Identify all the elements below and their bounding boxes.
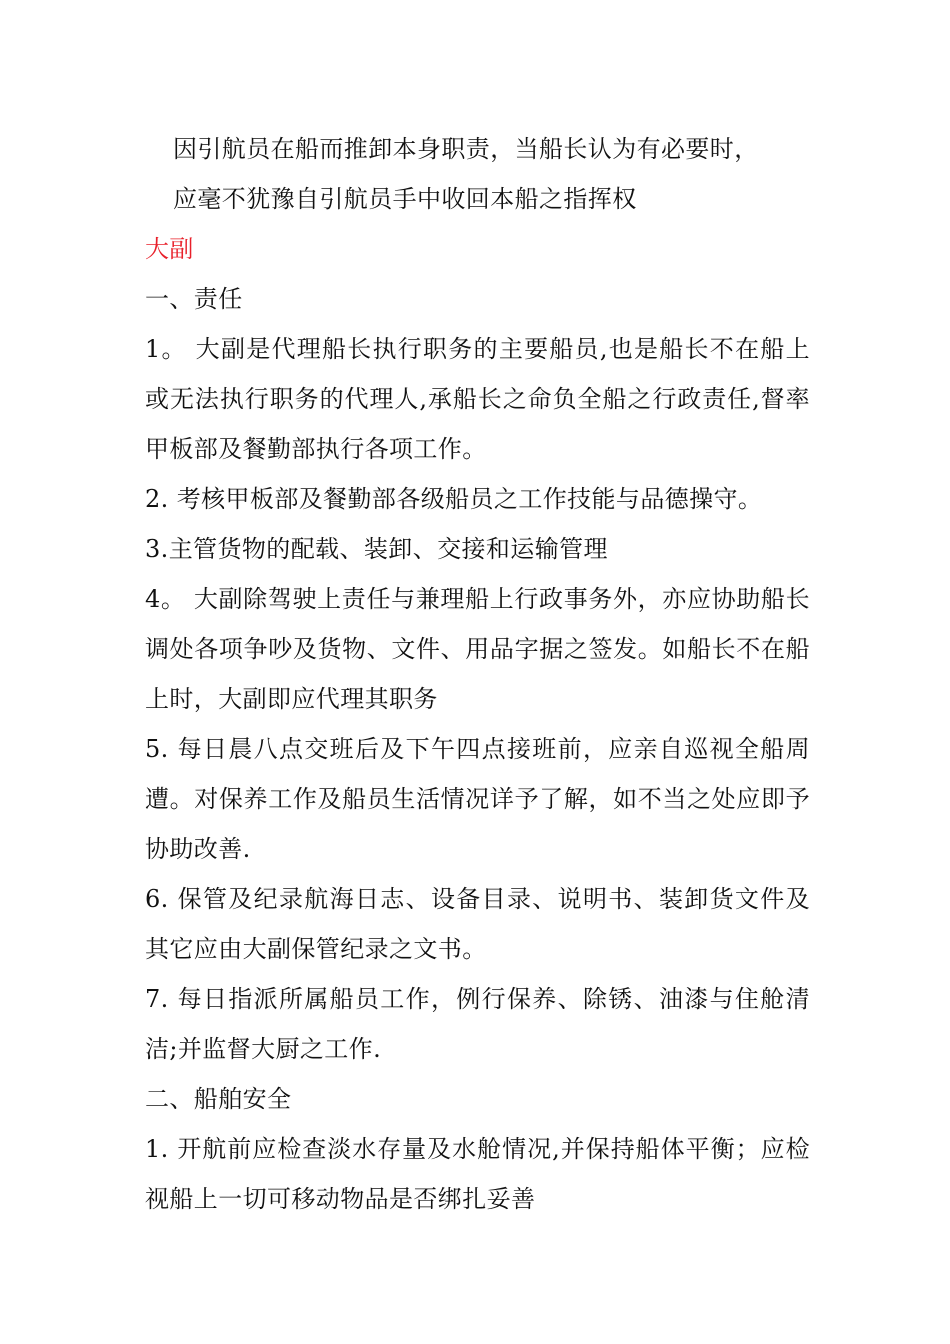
list-item-2: 2. 考核甲板部及餐勤部各级船员之工作技能与品德操守。 xyxy=(145,485,763,513)
list-item-5: 5. 每日晨八点交班后及下午四点接班前，应亲自巡视全船周遭。对保养工作及船员生活情况详予了解，如不当之处应即予协助改善. xyxy=(145,735,810,863)
heading-ship-safety: 二、船舶安全 xyxy=(145,1085,292,1113)
document-body xyxy=(145,124,810,1224)
safety-item-1: 1. 开航前应检查淡水存量及水舱情况,并保持船体平衡；应检视船上一切可移动物品是否绑扎妥善 xyxy=(145,1135,810,1213)
list-item-6: 6. 保管及纪录航海日志、设备目录、说明书、装卸货文件及其它应由大副保管纪录之文书。 xyxy=(145,885,810,963)
list-item-7: 7. 每日指派所属船员工作，例行保养、除锈、油漆与住舱清洁;并监督大厨之工作. xyxy=(145,985,810,1063)
heading-responsibility: 一、责任 xyxy=(145,285,243,313)
list-item-3: 3.主管货物的配载、装卸、交接和运输管理 xyxy=(145,535,608,563)
section-title-chief-officer: 大副 xyxy=(145,235,194,263)
paragraph-pilot-responsibility: 因引航员在船而推卸本身职责，当船长认为有必要时， xyxy=(173,135,759,163)
list-item-4: 4。 大副除驾驶上责任与兼理船上行政事务外，亦应协助船长调处各项争吵及货物、文件、用品字据之签发。如船长不在船上时，大副即应代理其职务 xyxy=(145,585,810,713)
list-item-1: 1。 大副是代理船长执行职务的主要船员,也是船长不在船上或无法执行职务的代理人,承船长之命负全船之行政责任,督率甲板部及餐勤部执行各项工作。 xyxy=(145,335,810,463)
paragraph-pilot-command: 应毫不犹豫自引航员手中收回本船之指挥权 xyxy=(173,185,637,213)
